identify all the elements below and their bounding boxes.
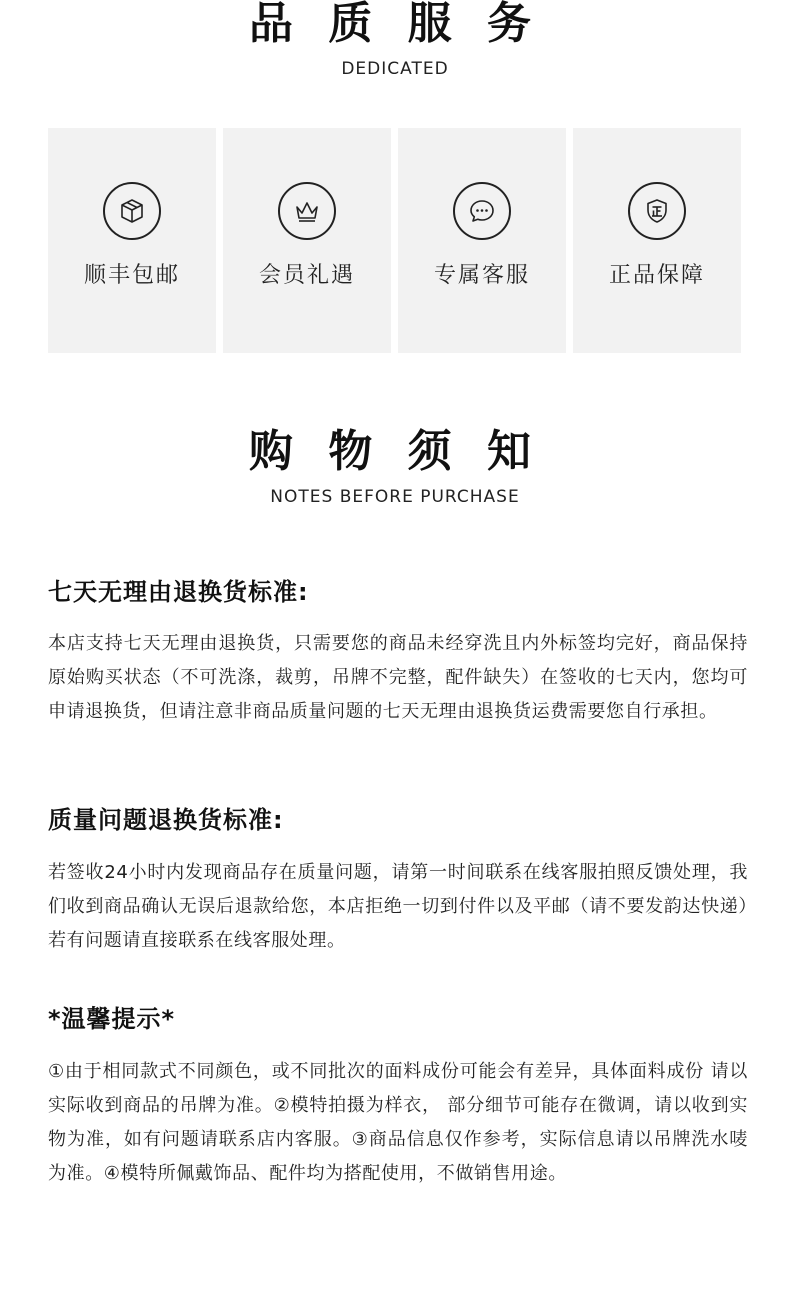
quality-issue-text: 若签收24小时内发现商品存在质量问题，请第一时间联系在线客服拍照反馈处理，我们收到商品确认无误后退款给您，本店拒绝一切到付件以及平邮（请不要发韵达快递）若有问题请直接联系在线客服处理。 — [48, 862, 748, 951]
service-cards — [48, 128, 742, 353]
card-authentic-guarantee — [573, 128, 741, 353]
card-member-benefits — [223, 128, 391, 353]
card-label: 正品保障 — [608, 263, 705, 288]
return-policy-text: 本店支持七天无理由退换货，只需要您的商品未经穿洗且内外标签均完好，商品保持原始购买状态（不可洗涤，裁剪，吊牌不完整，配件缺失）在签收的七天内，您均可申请退换货，但请注意非商品质量问题的七天无理由退换货运费需要您自行承担。 — [48, 633, 748, 722]
card-label: 会员礼遇 — [258, 263, 355, 288]
notes-title: 购 物 须 知 — [249, 426, 541, 477]
crown-icon — [278, 182, 336, 240]
warm-tips-heading: *温馨提示* — [48, 1005, 176, 1033]
card-exclusive-service — [398, 128, 566, 353]
package-box-icon — [103, 182, 161, 240]
notes-subtitle: NOTES BEFORE PURCHASE — [270, 487, 520, 507]
quality-subtitle: DEDICATED — [341, 59, 449, 79]
card-free-shipping — [48, 128, 216, 353]
chat-bubble-icon — [453, 182, 511, 240]
card-label: 专属客服 — [433, 263, 530, 288]
quality-issue-heading: 质量问题退换货标准: — [48, 806, 284, 834]
warm-tips-text: ①由于相同款式不同颜色，或不同批次的面料成份可能会有差异，具体面料成份 请以实际收到商品的吊牌为准。②模特拍摄为样衣， 部分细节可能存在微调，请以收到实物为准，如有问题请联系店内客服。③商品信息仅作参考，实际信息请以吊牌洗水唛为准。④模特所佩戴饰品、配件均为搭配使用，不做销售用途。 — [48, 1061, 748, 1184]
quality-title: 品 质 服 务 — [249, 0, 541, 49]
card-label: 顺丰包邮 — [83, 263, 180, 288]
return-policy-heading: 七天无理由退换货标准: — [48, 578, 309, 606]
authentic-shield-icon — [628, 182, 686, 240]
